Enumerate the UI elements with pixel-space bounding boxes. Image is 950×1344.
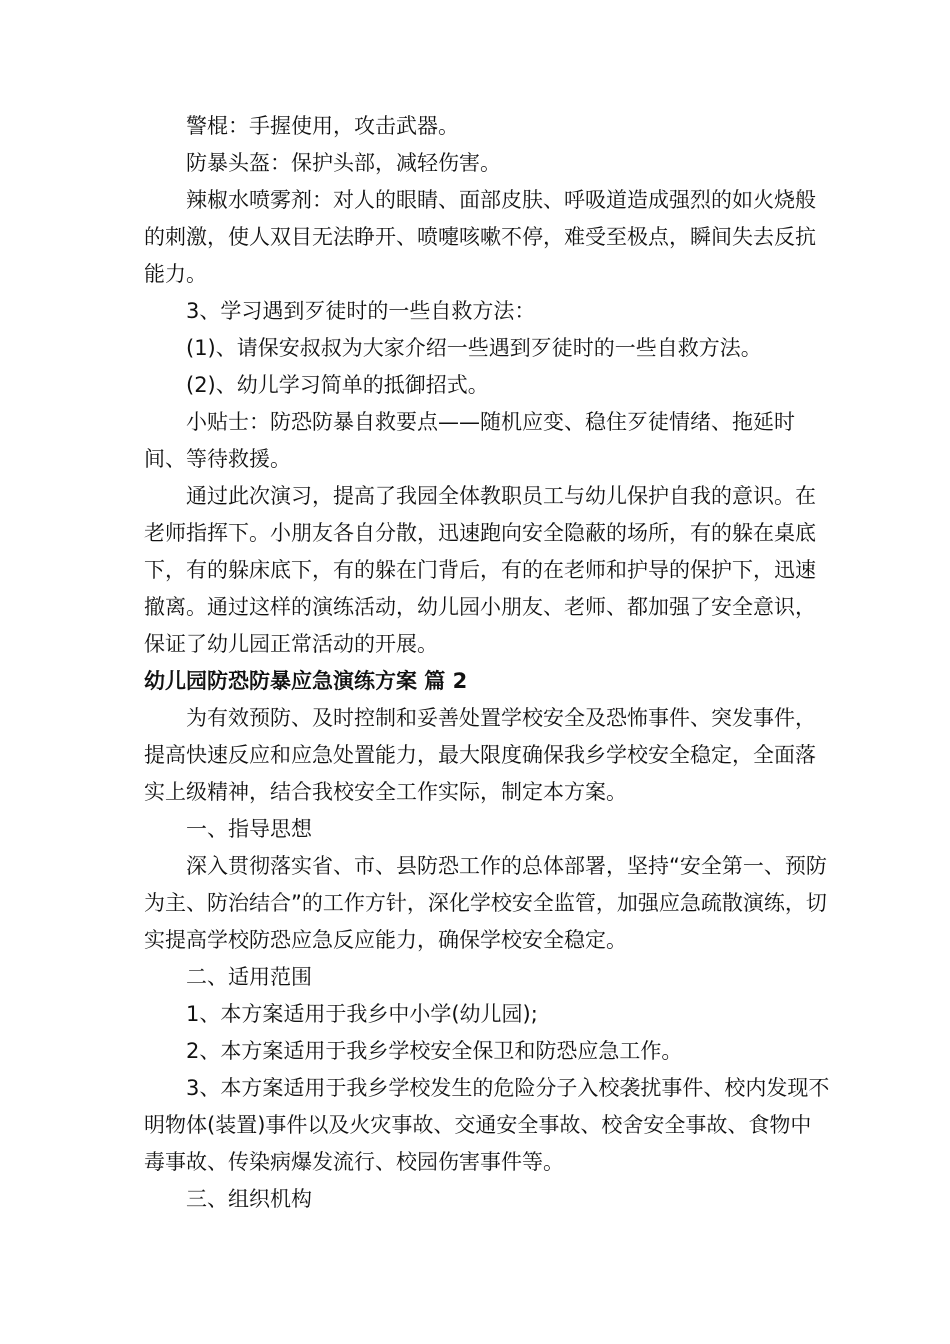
document-page [144,108,830,1218]
subheading-scope: 二、适用范围 [186,965,312,989]
paragraph-self-rescue-1: (1)、请保安叔叔为大家介绍一些遇到歹徒时的一些自救方法。 [186,336,762,360]
paragraph-guiding-ideology: 深入贯彻落实省、市、县防恐工作的总体部署，坚持“安全第一、预防为主、防治结合”的工作方针，深化学校安全监管，加强应急疏散演练，切实提高学校防恐应急反应能力，确保学校安全稳定。 [144,854,827,952]
paragraph-summary: 通过此次演习，提高了我园全体教职员工与幼儿保护自我的意识。在老师指挥下。小朋友各自分散，迅速跑向安全隐蔽的场所，有的躲在桌底下，有的躲床底下，有的躲在门背后，有的在老师和护导的保护下，迅速撤离。通过这样的演练活动，幼儿园小朋友、老师、都加强了安全意识，保证了幼儿园正常活动的开展。 [144,484,816,656]
paragraph-helmet: 防暴头盔：保护头部，减轻伤害。 [186,151,501,175]
paragraph-self-rescue-title: 3、学习遇到歹徒时的一些自救方法： [186,299,536,323]
paragraph-intro: 为有效预防、及时控制和妥善处置学校安全及恐怖事件、突发事件，提高快速反应和应急处置能力，最大限度确保我乡学校安全稳定，全面落实上级精神，结合我校安全工作实际，制定本方案。 [144,706,816,804]
subheading-guiding-ideology: 一、指导思想 [186,817,312,841]
paragraph-scope-1: 1、本方案适用于我乡中小学(幼儿园); [186,1002,538,1026]
paragraph-scope-2: 2、本方案适用于我乡学校安全保卫和防恐应急工作。 [186,1039,683,1063]
subheading-organization: 三、组织机构 [186,1187,312,1211]
paragraph-pepper-spray: 辣椒水喷雾剂：对人的眼睛、面部皮肤、呼吸道造成强烈的如火烧般的刺激，使人双目无法睁开、喷嚏咳嗽不停，难受至极点，瞬间失去反抗能力。 [144,188,816,286]
paragraph-baton: 警棍：手握使用，攻击武器。 [186,114,459,138]
section-heading: 幼儿园防恐防暴应急演练方案 篇 2 [144,669,468,693]
paragraph-scope-3: 3、本方案适用于我乡学校发生的危险分子入校袭扰事件、校内发现不明物体(装置)事件以及火灾事故、交通安全事故、校舍安全事故、食物中毒事故、传染病爆发流行、校园伤害事件等。 [144,1076,830,1174]
paragraph-self-rescue-2: (2)、幼儿学习简单的抵御招式。 [186,373,489,397]
paragraph-tips: 小贴士：防恐防暴自救要点——随机应变、稳住歹徒情绪、拖延时间、等待救援。 [144,410,795,471]
